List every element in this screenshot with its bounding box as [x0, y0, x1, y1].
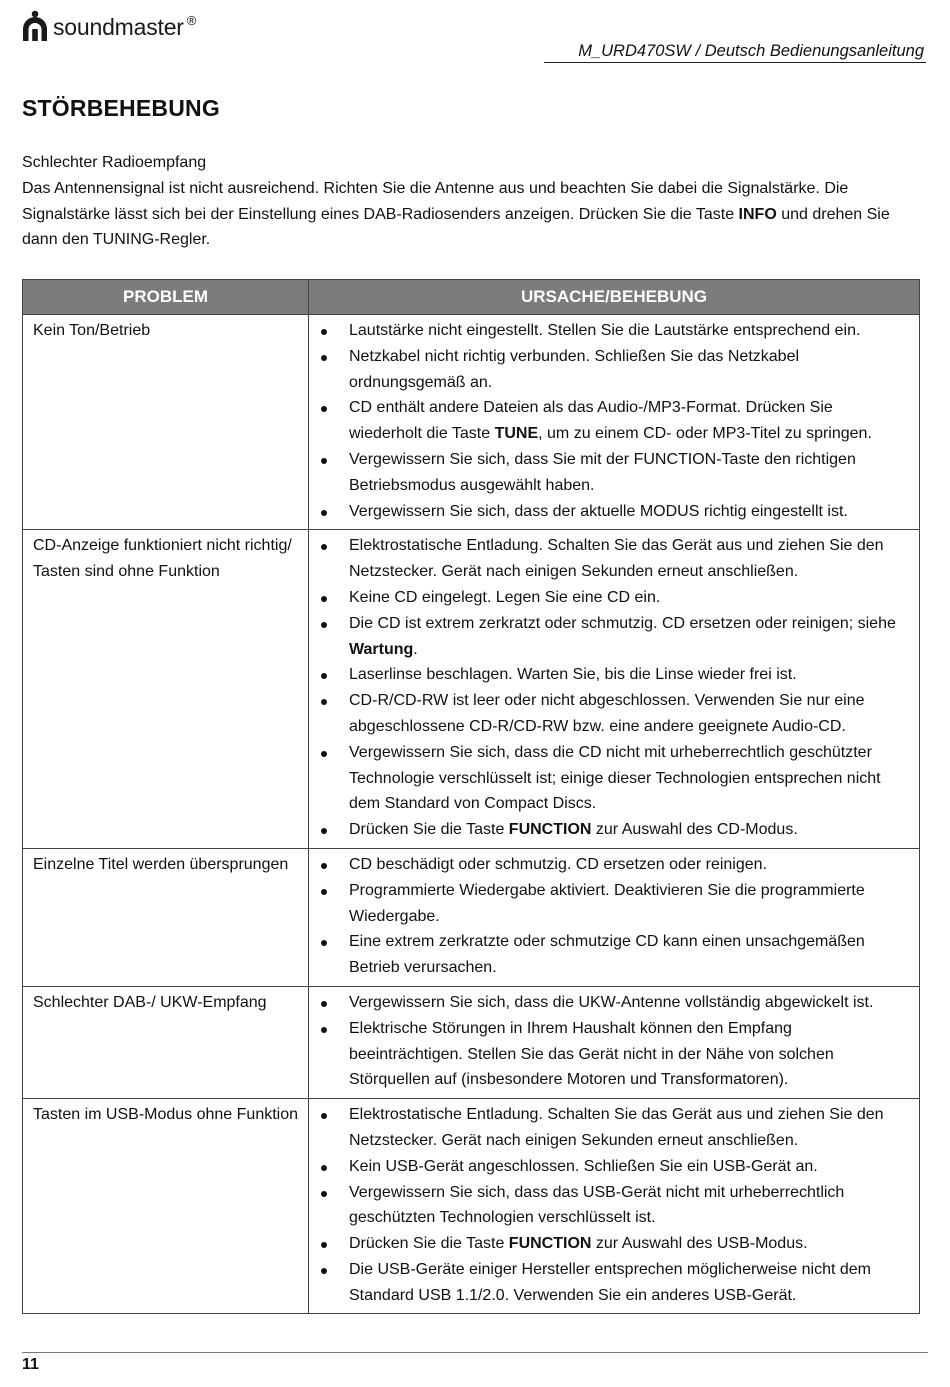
- solution-text: Lautstärke nicht eingestellt. Stellen Sie die Lautstärke entsprechend ein.: [349, 322, 861, 339]
- solution-text: Vergewissern Sie sich, dass Sie mit der FUNCTION-Taste den richtigen Betriebsmodus ausgewählt haben.: [349, 450, 856, 494]
- solution-item: [309, 585, 909, 611]
- solution-item: [309, 1180, 909, 1232]
- table-body: [23, 315, 920, 1314]
- problem-cell: Kein Ton/Betrieb: [23, 315, 309, 530]
- table-row: [23, 986, 920, 1098]
- solution-item: [309, 1154, 909, 1180]
- solution-text: Keine CD eingelegt. Legen Sie eine CD ein.: [349, 588, 661, 606]
- solution-cell: [309, 848, 920, 986]
- solution-item: [309, 395, 909, 447]
- solution-item: [309, 344, 909, 396]
- solution-text: CD-R/CD-RW ist leer oder nicht abgeschlossen. Verwenden Sie nur eine abgeschlossene CD-R/CD-RW bzw. eine andere geeignete Audio-CD.: [349, 692, 865, 735]
- problem-cell: Tasten im USB-Modus ohne Funktion: [23, 1099, 309, 1314]
- solution-cell: [309, 986, 920, 1098]
- solution-text: Netzkabel nicht richtig verbunden. Schließen Sie das Netzkabel ordnungsgemäß an.: [349, 347, 800, 391]
- solution-text: .: [413, 640, 418, 658]
- intro-text: Das Antennensignal ist nicht ausreichend. Richten Sie die Antenne aus und beachten Sie dabei die Signalstärke. Die Signalstärke lässt sich bei der Einstellung eines DAB-Radiosenders anzeigen. Drücken Sie die Taste INFO und drehen Sie dann den TUNING-Regler.: [22, 179, 890, 249]
- solution-item: [309, 817, 909, 843]
- page-number: 11: [22, 1356, 39, 1373]
- solution-item: [309, 533, 909, 585]
- solution-text: Vergewissern Sie sich, dass die UKW-Antenne vollständig abgewickelt ist.: [349, 993, 874, 1011]
- brand-name: soundmaster: [53, 14, 184, 40]
- solution-text: zur Auswahl des CD-Modus.: [591, 821, 798, 839]
- solution-item: [309, 852, 909, 878]
- solution-text: Elektrostatische Entladung. Schalten Sie das Gerät aus und ziehen Sie den Netzstecker. Gerät nach einigen Sekunden erneut anschließen.: [349, 537, 884, 581]
- solution-text: Laserlinse beschlagen. Warten Sie, bis die Linse wieder frei ist.: [349, 666, 797, 684]
- emphasized-term: TUNE: [494, 425, 539, 443]
- solution-text: , um zu einem CD- oder MP3-Titel zu springen.: [538, 425, 872, 443]
- info-key-label: INFO: [738, 205, 777, 223]
- table-header-row: [23, 280, 920, 315]
- solution-item: [309, 688, 909, 740]
- table-row: [23, 1099, 920, 1314]
- solution-text: Eine extrem zerkratzte oder schmutzige CD kann einen unsachgemäßen Betrieb verursachen.: [349, 933, 865, 977]
- solution-item: [309, 1231, 909, 1257]
- solution-item: [309, 878, 909, 930]
- solution-item: [309, 318, 909, 344]
- solution-item: [309, 1102, 909, 1154]
- solution-text: Die USB-Geräte einiger Hersteller entsprechen möglicherweise nicht dem Standard USB 1.1/2.0. Verwenden Sie ein anderes USB-Gerät.: [349, 1260, 872, 1304]
- header-divider: [544, 62, 926, 63]
- solution-text: CD beschädigt oder schmutzig. CD ersetzen oder reinigen.: [349, 855, 767, 873]
- footer-divider: [22, 1352, 928, 1353]
- solution-item: [309, 740, 909, 817]
- emphasized-term: FUNCTION: [508, 821, 592, 839]
- intro-heading: Schlechter Radioempfang: [22, 154, 207, 171]
- solution-text: Drücken Sie die Taste: [349, 821, 509, 839]
- page-title: STÖRBEHEBUNG: [22, 95, 220, 121]
- solution-text: Elektrische Störungen in Ihrem Haushalt können den Empfang beeinträchtigen. Stellen Sie das Gerät nicht in der Nähe von solchen Störquellen auf (insbesondere Motoren und Transformatoren).: [349, 1019, 834, 1089]
- solution-list: [309, 852, 909, 981]
- registered-mark: ®: [186, 13, 197, 28]
- solution-text: Vergewissern Sie sich, dass das USB-Gerät nicht mit urheberrechtlich geschützten Technologien verschlüsselt ist.: [349, 1183, 845, 1227]
- intro-section: [22, 150, 922, 253]
- solution-item: [309, 1016, 909, 1093]
- solution-cell: [309, 1099, 920, 1314]
- solution-item: [309, 1257, 909, 1309]
- solution-text: Kein USB-Gerät angeschlossen. Schließen Sie ein USB-Gerät an.: [349, 1157, 818, 1175]
- solution-text: Vergewissern Sie sich, dass der aktuelle MODUS richtig eingestellt ist.: [349, 502, 848, 520]
- column-header-solution: URSACHE/BEHEBUNG: [309, 280, 920, 315]
- solution-item: [309, 990, 909, 1016]
- problem-cell: CD-Anzeige funktioniert nicht richtig/ Tasten sind ohne Funktion: [23, 530, 309, 849]
- solution-list: [309, 990, 909, 1093]
- solution-list: [309, 318, 909, 524]
- soundmaster-logo-icon: [20, 10, 50, 42]
- solution-text: Die CD ist extrem zerkratzt oder schmutzig. CD ersetzen oder reinigen; siehe: [349, 614, 896, 632]
- solution-list: [309, 533, 909, 843]
- solution-text: CD enthält andere Dateien als das Audio-/MP3-Format. Drücken Sie wiederholt die Taste: [349, 399, 833, 443]
- brand-logo: [20, 10, 196, 44]
- document-reference: M_URD470SW / Deutsch Bedienungsanleitung: [578, 42, 924, 60]
- solution-item: [309, 662, 909, 688]
- table-row: [23, 315, 920, 530]
- solution-list: [309, 1102, 909, 1308]
- solution-item: [309, 447, 909, 499]
- solution-item: [309, 611, 909, 663]
- table-row: [23, 530, 920, 849]
- solution-text: Elektrostatische Entladung. Schalten Sie das Gerät aus und ziehen Sie den Netzstecker. Gerät nach einigen Sekunden erneut anschließen.: [349, 1106, 884, 1149]
- problem-cell: Einzelne Titel werden übersprungen: [23, 848, 309, 986]
- solution-text: Vergewissern Sie sich, dass die CD nicht mit urheberrechtlich geschützter Technologie verschlüsselt ist; einige dieser Technologien entsprechen nicht dem Standard von Compact Discs.: [349, 743, 881, 813]
- solution-cell: [309, 315, 920, 530]
- column-header-problem: PROBLEM: [23, 280, 309, 315]
- solution-text: zur Auswahl des USB-Modus.: [591, 1235, 808, 1253]
- problem-cell: Schlechter DAB-/ UKW-Empfang: [23, 986, 309, 1098]
- troubleshooting-table: [22, 279, 920, 1314]
- emphasized-term: Wartung: [349, 640, 414, 658]
- solution-item: [309, 929, 909, 981]
- emphasized-term: FUNCTION: [508, 1235, 592, 1253]
- solution-text: Programmierte Wiedergabe aktiviert. Deaktivieren Sie die programmierte Wiedergabe.: [349, 881, 865, 925]
- solution-text: Drücken Sie die Taste: [349, 1235, 509, 1253]
- table-row: [23, 848, 920, 986]
- solution-item: [309, 499, 909, 525]
- solution-cell: [309, 530, 920, 849]
